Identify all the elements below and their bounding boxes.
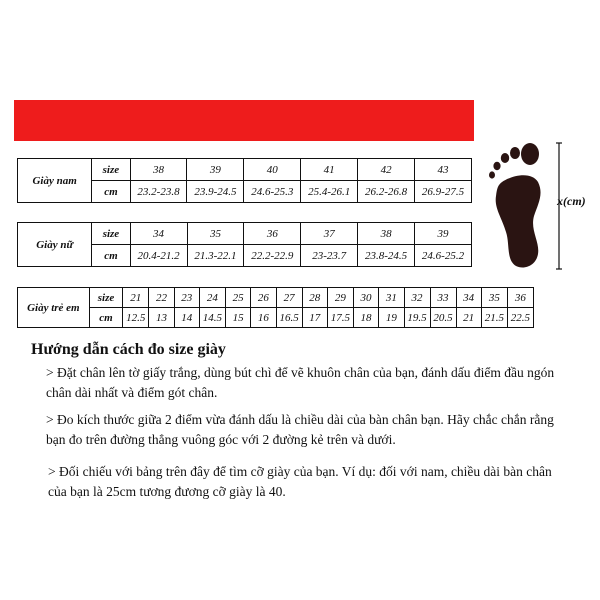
women-size-table-body — [18, 223, 472, 267]
women-size-table — [17, 222, 472, 267]
size-cell: 29 — [327, 288, 353, 308]
size-cell: 36 — [244, 223, 301, 245]
cm-cell: 20.4-21.2 — [130, 245, 187, 267]
foot-shape — [489, 143, 541, 268]
cm-cell: 15 — [225, 308, 250, 328]
size-cell: 35 — [187, 223, 244, 245]
cm-cell: 17 — [302, 308, 327, 328]
cm-cell: 21.3-22.1 — [187, 245, 244, 267]
size-cell: 39 — [187, 159, 244, 181]
size-row — [18, 223, 472, 245]
size-row-label: size — [89, 288, 123, 308]
size-row-label: size — [92, 223, 130, 245]
cm-cell: 19 — [379, 308, 404, 328]
cm-cell: 14.5 — [199, 308, 225, 328]
cm-cell: 18 — [353, 308, 378, 328]
size-cell: 22 — [149, 288, 174, 308]
size-row — [18, 159, 472, 181]
size-cell: 23 — [174, 288, 199, 308]
size-cell: 31 — [379, 288, 404, 308]
size-cell: 41 — [301, 159, 358, 181]
cm-cell: 23.8-24.5 — [358, 245, 415, 267]
size-cell: 32 — [404, 288, 430, 308]
size-cell: 27 — [276, 288, 302, 308]
guide-step-1: > Đặt chân lên tờ giấy trắng, dùng bút chì để vẽ khuôn chân của bạn, đánh dấu điểm đầu ngón chân dài nhất và điểm gót chân. — [46, 365, 555, 400]
cm-row-label: cm — [89, 308, 123, 328]
size-cell: 38 — [358, 223, 415, 245]
cm-row — [18, 308, 534, 328]
cm-row-label: cm — [92, 181, 130, 203]
men-size-table — [17, 158, 472, 203]
size-cell: 34 — [130, 223, 187, 245]
footprint-icon — [488, 142, 550, 270]
size-cell: 35 — [481, 288, 507, 308]
size-cell: 36 — [507, 288, 533, 308]
men-size-table-body — [18, 159, 472, 203]
cm-cell: 21.5 — [481, 308, 507, 328]
size-cell: 38 — [130, 159, 187, 181]
women-table-title: Giày nữ — [18, 223, 92, 267]
cm-cell: 26.2-26.8 — [358, 181, 415, 203]
size-cell: 42 — [358, 159, 415, 181]
cm-cell: 13 — [149, 308, 174, 328]
cm-cell: 17.5 — [327, 308, 353, 328]
cm-row-label: cm — [92, 245, 130, 267]
cm-cell: 24.6-25.2 — [415, 245, 472, 267]
cm-cell: 26.9-27.5 — [415, 181, 472, 203]
cm-cell: 20.5 — [430, 308, 456, 328]
size-cell: 39 — [415, 223, 472, 245]
cm-cell: 19.5 — [404, 308, 430, 328]
kids-size-table-body — [18, 288, 534, 328]
size-row-label: size — [92, 159, 130, 181]
measure-label: x(cm) — [557, 194, 586, 208]
size-cell: 33 — [430, 288, 456, 308]
size-cell: 30 — [353, 288, 378, 308]
guide-title: Hướng dẫn cách đo size giày — [31, 341, 226, 358]
cm-cell: 25.4-26.1 — [301, 181, 358, 203]
cm-cell: 16.5 — [276, 308, 302, 328]
size-row — [18, 288, 534, 308]
cm-cell: 21 — [456, 308, 481, 328]
cm-cell: 23.9-24.5 — [187, 181, 244, 203]
size-cell: 40 — [244, 159, 301, 181]
cm-cell: 23-23.7 — [301, 245, 358, 267]
guide-step-2: > Đo kích thước giữa 2 điểm vừa đánh dấu là chiều dài của bàn chân bạn. Hãy chắc chắn rằng bạn đo trên đường thẳng vuông góc với 2 đường kẻ trên và dưới. — [46, 412, 554, 447]
cm-cell: 16 — [251, 308, 276, 328]
guide-step-3: > Đối chiếu với bảng trên đây để tìm cỡ giày của bạn. Ví dụ: đối với nam, chiều dài bàn chân của bạn là 25cm tương đương cỡ giày là 40. — [48, 464, 552, 499]
size-cell: 24 — [199, 288, 225, 308]
size-cell: 37 — [301, 223, 358, 245]
men-table-title: Giày nam — [18, 159, 92, 203]
size-cell: 28 — [302, 288, 327, 308]
cm-cell: 12.5 — [123, 308, 149, 328]
size-cell: 25 — [225, 288, 250, 308]
size-cell: 34 — [456, 288, 481, 308]
cm-cell: 24.6-25.3 — [244, 181, 301, 203]
kids-table-title: Giày trẻ em — [18, 288, 90, 328]
cm-cell: 23.2-23.8 — [130, 181, 187, 203]
cm-cell: 14 — [174, 308, 199, 328]
red-banner — [14, 100, 474, 141]
cm-cell: 22.2-22.9 — [244, 245, 301, 267]
cm-cell: 22.5 — [507, 308, 533, 328]
size-cell: 21 — [123, 288, 149, 308]
size-cell: 43 — [415, 159, 472, 181]
kids-size-table — [17, 287, 534, 328]
size-cell: 26 — [251, 288, 276, 308]
